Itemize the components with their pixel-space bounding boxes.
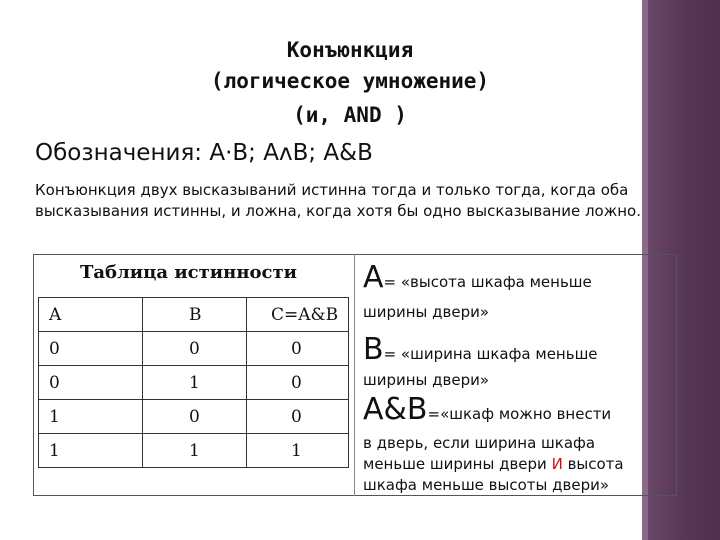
example-ab-and-word: И bbox=[551, 455, 563, 473]
table-cell: 0 bbox=[39, 366, 143, 400]
table-row bbox=[39, 366, 349, 400]
example-ab-text-4: шкафа меньше высоты двери» bbox=[363, 476, 610, 494]
table-cell: 0 bbox=[247, 400, 349, 434]
notation-line: Обозначения: A·B; AʌB; A&B bbox=[35, 140, 373, 166]
example-a-symbol: A bbox=[363, 260, 384, 295]
example-ab-text-3a: меньше ширины двери bbox=[363, 455, 552, 473]
example-a-text-2: ширины двери» bbox=[363, 303, 490, 321]
title-line-3: (и, AND ) bbox=[293, 103, 407, 127]
example-ab-line-3 bbox=[363, 455, 624, 473]
title-line-1: Конъюнкция bbox=[286, 38, 414, 62]
table-row bbox=[39, 400, 349, 434]
example-b-line-1 bbox=[363, 332, 598, 367]
table-row bbox=[39, 434, 349, 468]
example-b-symbol: B bbox=[363, 332, 384, 367]
example-a-text-1: = «высота шкафа меньше bbox=[383, 273, 592, 291]
table-cell: 1 bbox=[39, 400, 143, 434]
truth-table-title: Таблица истинности bbox=[80, 262, 297, 283]
table-cell: 0 bbox=[143, 400, 247, 434]
table-cell: 1 bbox=[143, 434, 247, 468]
example-b-text-1: = «ширина шкафа меньше bbox=[383, 345, 598, 363]
table-cell: 1 bbox=[143, 366, 247, 400]
table-cell: 0 bbox=[247, 332, 349, 366]
example-ab-line-1 bbox=[363, 392, 611, 427]
truth-table bbox=[38, 297, 349, 468]
table-row bbox=[39, 332, 349, 366]
frame-divider bbox=[354, 254, 355, 496]
table-cell: 0 bbox=[247, 366, 349, 400]
table-cell: 1 bbox=[247, 434, 349, 468]
example-ab-symbol: A&B bbox=[363, 392, 428, 427]
definition-text: Конъюнкция двух высказываний истинна тогда и только тогда, когда оба высказывания истинны, и ложна, когда хотя бы одно высказывание ложно. bbox=[35, 181, 641, 220]
header-cell-b: B bbox=[143, 298, 247, 332]
table-cell: 0 bbox=[143, 332, 247, 366]
table-cell: 1 bbox=[39, 434, 143, 468]
example-b-text-2: ширины двери» bbox=[363, 371, 490, 389]
header-cell-a: A bbox=[39, 298, 143, 332]
example-ab-text-2: в дверь, если ширина шкафа bbox=[363, 434, 596, 452]
table-cell: 0 bbox=[39, 332, 143, 366]
title-line-2: (логическое умножение) bbox=[210, 69, 490, 93]
example-ab-text-1: =«шкаф можно внести bbox=[427, 405, 612, 423]
header-cell-c: C=A&B bbox=[247, 298, 349, 332]
table-header-row bbox=[39, 298, 349, 332]
example-ab-text-3c: высота bbox=[562, 455, 624, 473]
example-a-line-1 bbox=[363, 260, 592, 295]
